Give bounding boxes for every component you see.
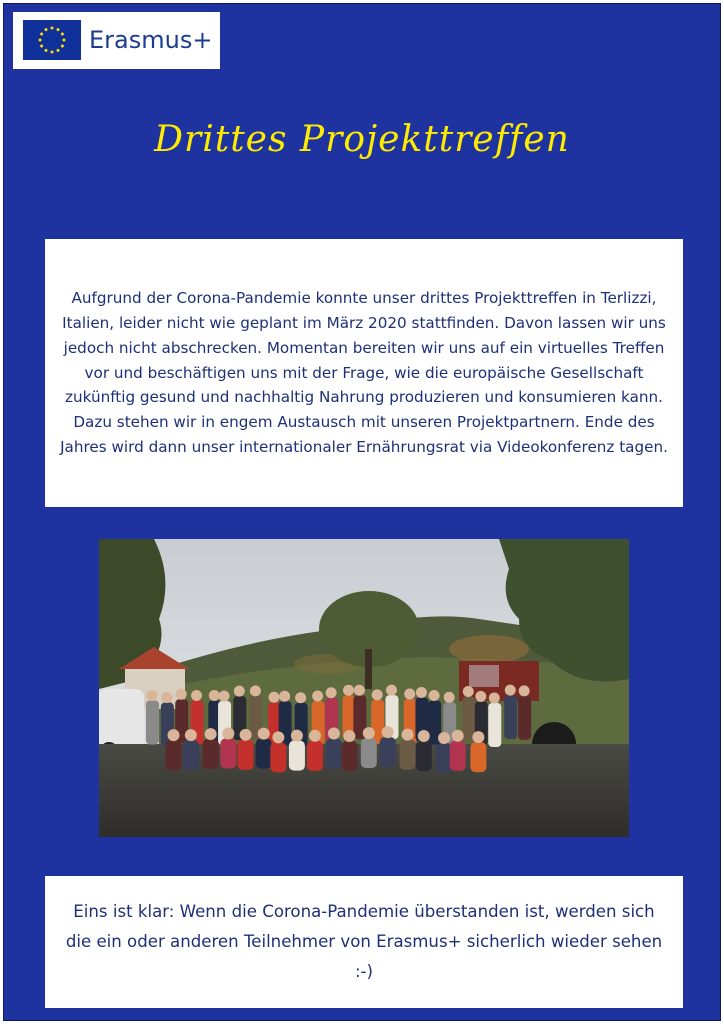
erasmus-logo <box>13 12 220 69</box>
page-title: Drittes Projekttreffen <box>154 119 570 160</box>
erasmus-logo-text: Erasmus+ <box>89 26 213 54</box>
eu-star-icon <box>51 27 54 30</box>
eu-star-icon <box>61 45 64 48</box>
eu-star-icon <box>57 49 60 52</box>
eu-flag-icon <box>23 20 81 60</box>
closing-text-box <box>45 876 683 1008</box>
eu-star-icon <box>61 33 64 36</box>
eu-star-icon <box>39 39 42 42</box>
eu-star-icon <box>51 51 54 54</box>
group-photo <box>99 539 629 837</box>
intro-text-box <box>45 239 683 507</box>
poster-page <box>4 4 720 1020</box>
eu-star-icon <box>40 45 43 48</box>
eu-star-icon <box>40 33 43 36</box>
group-photo-illustration <box>99 539 629 837</box>
eu-star-icon <box>63 39 66 42</box>
eu-star-icon <box>45 28 48 31</box>
eu-star-icon <box>45 49 48 52</box>
eu-star-icon <box>57 28 60 31</box>
intro-text: Aufgrund der Corona-Pandemie konnte unser drittes Projekttreffen in Terlizzi, Italien, leider nicht wie geplant im März 2020 stattfinden. Davon lassen wir uns jedoch nicht abschrecken. Momentan bereiten wir uns auf ein virtuelles Treffen vor und beschäftigen uns mit der Frage, wie die europäische Gesellschaft zukünftig gesund und nachhaltig Nahrung produzieren und konsumieren kann. Dazu stehen wir in engem Austausch mit unseren Projektpartnern. Ende des Jahres wird dann unser internationaler Ernährungsrat via Videokonferenz tagen. <box>60 289 668 456</box>
closing-text: Eins ist klar: Wenn die Corona-Pandemie überstanden ist, werden sich die ein oder anderen Teilnehmer von Erasmus+ sicherlich wieder sehen :-) <box>65 902 663 981</box>
